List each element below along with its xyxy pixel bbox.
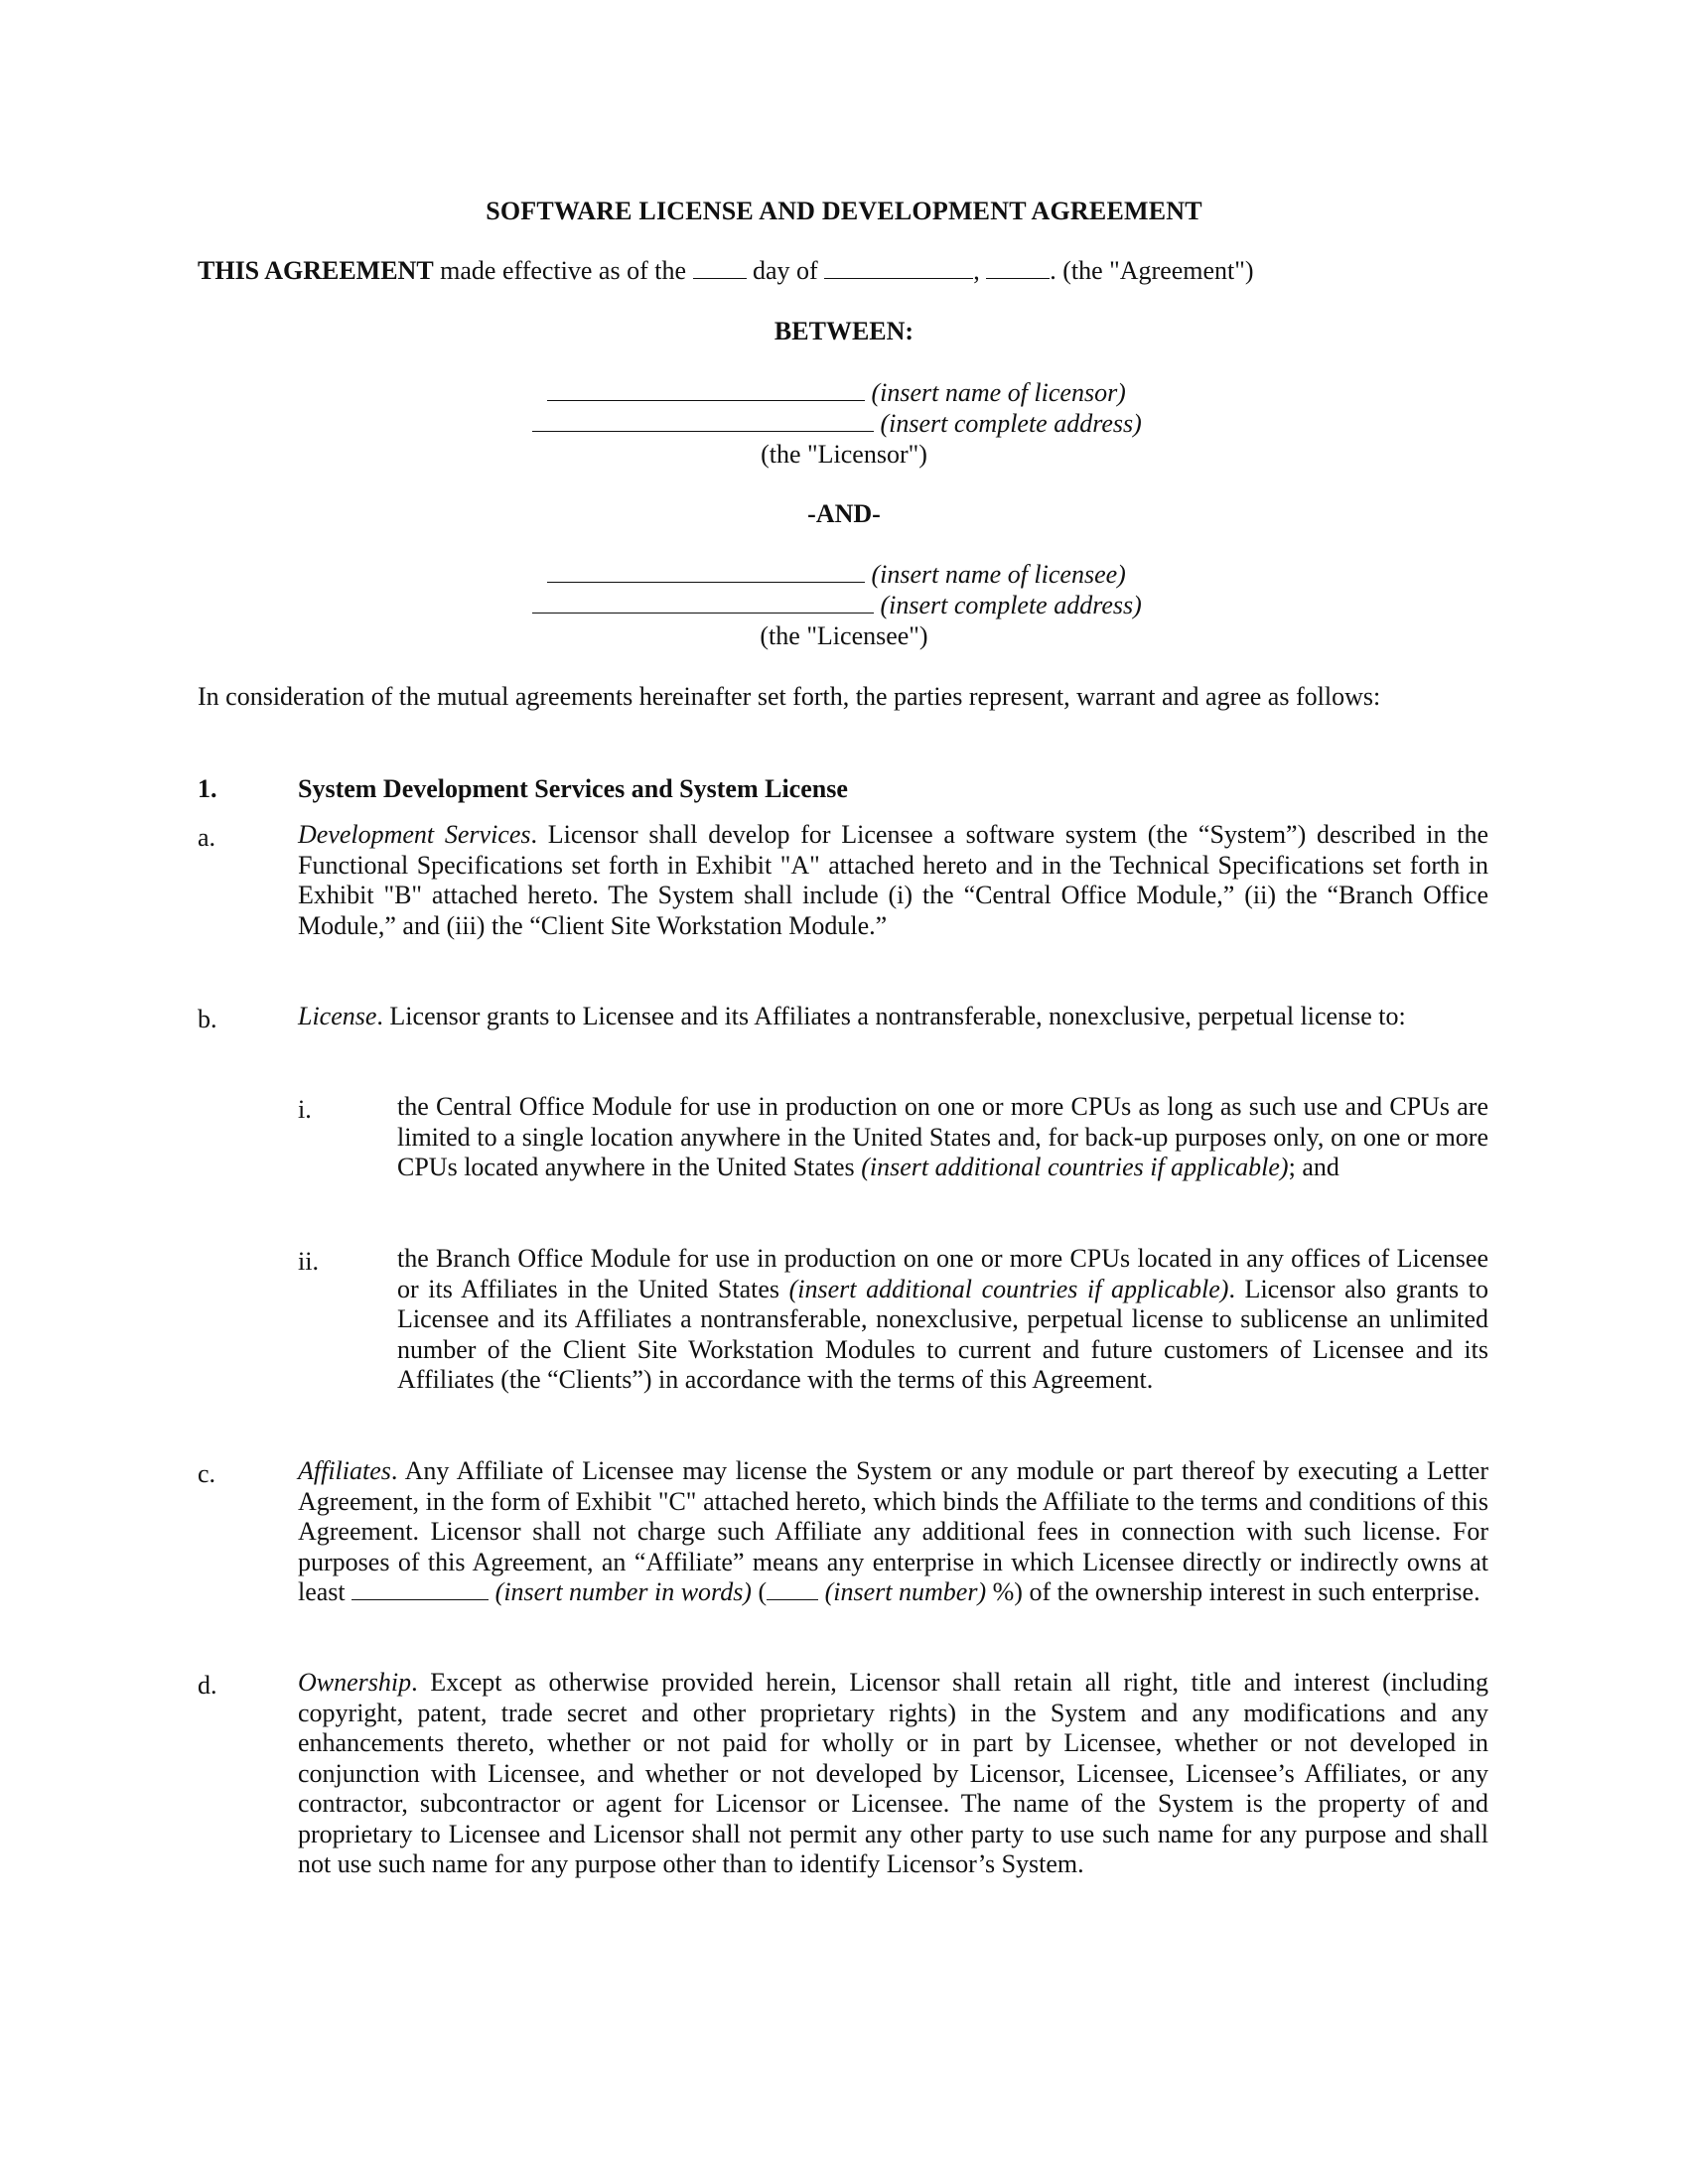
- licensor-address-hint: (insert complete address): [880, 409, 1142, 438]
- section-title: System Development Services and System License: [298, 774, 848, 803]
- item-affiliates: Affiliates. Any Affiliate of Licensee may license the System or any module or part thereof by executing a Letter Agreement, in the form of Exhibit "C" attached hereto, which binds the Affiliate to the terms and conditions of this Agreement. Licensor shall not charge such Affiliate any additional fees in connection with such license. For purposes of this Agreement, an “Affiliate” means any enterprise in which Licensee directly or indirectly owns at least (insert number in words) ( (insert number) %) of the ownership interest in such enterprise.: [298, 1456, 1488, 1606]
- licensee-address-line: [532, 591, 1142, 620]
- licensee-name-hint: (insert name of licensee): [871, 560, 1126, 589]
- item-heading: Development Services: [298, 820, 531, 849]
- item-ownership: Ownership. Except as otherwise provided herein, Licensor shall retain all right, title and interest (including copyright, patent, trade secret and other proprietary rights) in the System and any modifications and any enhancements thereto, whether or not paid for wholly or in part by Licensee, whether or not developed in conjunction with Licensee, and whether or not developed by Licensor, Licensee, Licensee’s Affiliates, or any contractor, subcontractor or agent for Licensor or Licensee. The name of the System is the property of and proprietary to Licensee and Licensor shall not permit any other party to use such name for any purpose and shall not use such name for any purpose other than to identify Licensor’s System.: [298, 1668, 1488, 1878]
- licensee-role: (the "Licensee"): [760, 621, 928, 650]
- item-heading: Affiliates: [298, 1456, 391, 1485]
- day-blank: [693, 258, 747, 279]
- item-license: License. Licensor grants to Licensee and its Affiliates a nontransferable, nonexclusive, perpetual license to:: [298, 1002, 1406, 1030]
- between-heading: BETWEEN:: [774, 317, 914, 345]
- subitem-number-ii: ii.: [298, 1247, 319, 1276]
- agreement-date-line: THIS AGREEMENT made effective as of the day of , . (the "Agreement"): [198, 256, 1254, 285]
- licensor-name-hint: (insert name of licensor): [871, 378, 1126, 407]
- item-heading: Ownership: [298, 1668, 412, 1697]
- item-letter-c: c.: [198, 1459, 216, 1488]
- item-development-services: Development Services. Licensor shall develop for Licensee a software system (the “System”) described in the Functional Specifications set forth in Exhibit "A" attached hereto and in the Technical Specifications set forth in Exhibit "B" attached hereto. The System shall include (i) the “Central Office Module,” (ii) the “Branch Office Module,” and (iii) the “Client Site Workstation Module.”: [298, 820, 1488, 940]
- licensor-address-line: [532, 409, 1142, 439]
- subitem-number-i: i.: [298, 1095, 312, 1124]
- ownership-number-blank: [767, 1579, 818, 1600]
- subitem-branch-office: the Branch Office Module for use in production on one or more CPUs located in any offices of Licensee or its Affiliates in the United States (insert additional countries if applicable). Licensor also grants to Licensee and its Affiliates a nontransferable, nonexclusive, perpetual license to sublicense an unlimited number of the Client Site Workstation Modules to current and future customers of Licensee and its Affiliates (the “Clients”) in accordance with the terms of this Agreement.: [397, 1244, 1488, 1394]
- month-blank: [824, 258, 973, 279]
- licensee-address-hint: (insert complete address): [880, 591, 1142, 619]
- ownership-words-blank: [352, 1579, 489, 1600]
- year-blank: [986, 258, 1050, 279]
- licensee-name-line: [547, 560, 1126, 590]
- agreement-lead: THIS AGREEMENT: [198, 256, 434, 285]
- item-letter-d: d.: [198, 1671, 217, 1700]
- item-letter-a: a.: [198, 823, 216, 852]
- licensor-name-line: [547, 378, 1126, 408]
- consideration-paragraph: In consideration of the mutual agreements hereinafter set forth, the parties represent, warrant and agree as follows:: [198, 682, 1381, 711]
- section-number: 1.: [198, 774, 217, 803]
- subitem-central-office: the Central Office Module for use in production on one or more CPUs as long as such use and CPUs are limited to a single location anywhere in the United States and, for back-up purposes only, on one or more CPUs located anywhere in the United States (insert additional countries if applicable); and: [397, 1092, 1488, 1181]
- item-letter-b: b.: [198, 1005, 217, 1033]
- licensor-role: (the "Licensor"): [761, 440, 927, 469]
- item-heading: License: [298, 1002, 377, 1030]
- and-heading: -AND-: [807, 499, 881, 528]
- document-title: SOFTWARE LICENSE AND DEVELOPMENT AGREEMENT: [486, 197, 1202, 225]
